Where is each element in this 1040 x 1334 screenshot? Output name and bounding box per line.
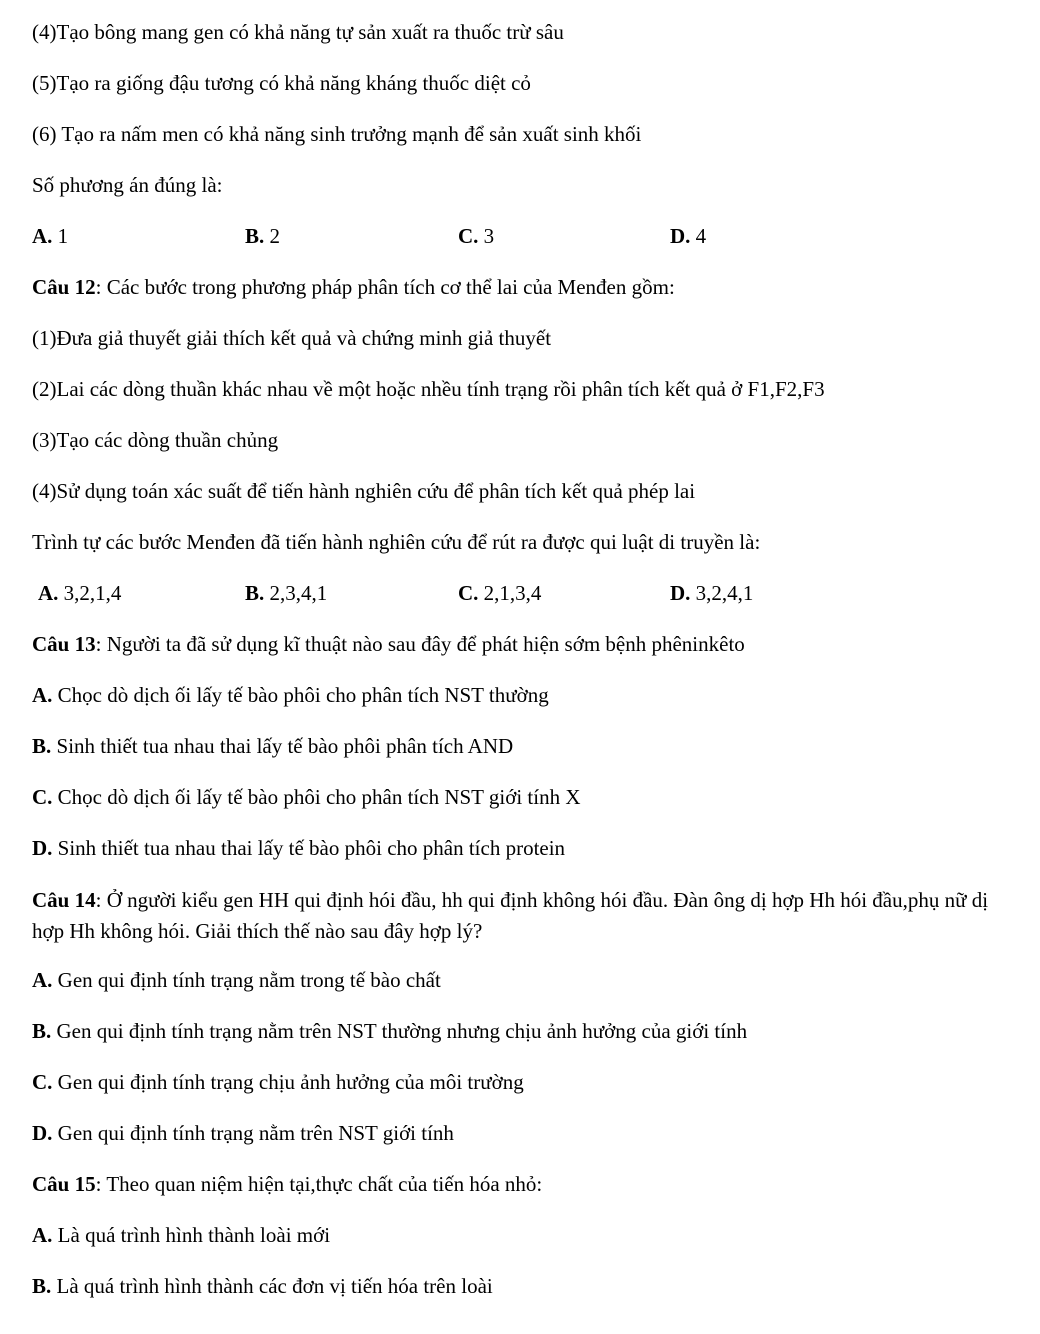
option-letter: B. xyxy=(32,1019,52,1043)
option-letter: C. xyxy=(32,1070,53,1094)
option-letter: B. xyxy=(32,1274,52,1298)
option-letter: A. xyxy=(32,224,53,248)
q15-label: Câu 15 xyxy=(32,1172,96,1196)
q11-prompt: Số phương án đúng là: xyxy=(32,173,223,197)
option-text: Chọc dò dịch ối lấy tế bào phôi cho phân tích NST giới tính X xyxy=(52,785,581,809)
option-text: 2 xyxy=(264,224,281,248)
option-letter: A. xyxy=(32,1223,53,1247)
q12-question xyxy=(32,277,675,298)
q12-option-b xyxy=(245,583,327,604)
option-text: 2,3,4,1 xyxy=(264,581,328,605)
q11-option-a xyxy=(32,226,68,247)
option-text: Sinh thiết tua nhau thai lấy tế bào phôi phân tích AND xyxy=(51,734,514,758)
option-letter: D. xyxy=(670,581,691,605)
q12-option-c xyxy=(458,583,541,604)
option-letter: D. xyxy=(32,1121,53,1145)
option-letter: A. xyxy=(32,968,53,992)
q11-statement-4: (4)Tạo bông mang gen có khả năng tự sản xuất ra thuốc trừ sâu xyxy=(32,20,564,44)
option-letter: C. xyxy=(458,224,479,248)
q12-prompt: Trình tự các bước Menđen đã tiến hành nghiên cứu để rút ra được qui luật di truyền là: xyxy=(32,530,761,554)
q14-option-c xyxy=(32,1072,524,1093)
q12-options xyxy=(0,583,1040,609)
option-text: Gen qui định tính trạng nằm trong tế bào chất xyxy=(52,968,441,992)
q11-statement-5: (5)Tạo ra giống đậu tương có khả năng kháng thuốc diệt cỏ xyxy=(32,71,531,95)
option-text: Là quá trình hình thành loài mới xyxy=(52,1223,331,1247)
q12-statement-2: (2)Lai các dòng thuần khác nhau về một hoặc nhều tính trạng rồi phân tích kết quả ở F1,F2,F3 xyxy=(32,377,825,401)
q12-option-a xyxy=(38,583,121,604)
q13-question xyxy=(32,634,745,655)
option-text: Gen qui định tính trạng nằm trên NST giới tính xyxy=(52,1121,454,1145)
q12-label: Câu 12 xyxy=(32,275,96,299)
q11-option-c xyxy=(458,226,494,247)
option-letter: D. xyxy=(32,836,53,860)
q11-statement-6: (6) Tạo ra nấm men có khả năng sinh trưởng mạnh để sản xuất sinh khối xyxy=(32,122,642,146)
option-text: Là quá trình hình thành các đơn vị tiến hóa trên loài xyxy=(51,1274,493,1298)
q13-option-d xyxy=(32,838,565,859)
option-letter: C. xyxy=(32,785,53,809)
q14-option-d xyxy=(32,1123,454,1144)
q11-option-d xyxy=(670,226,706,247)
option-letter: B. xyxy=(32,734,52,758)
q12-statement-1: (1)Đưa giả thuyết giải thích kết quả và chứng minh giả thuyết xyxy=(32,326,552,350)
option-letter: B. xyxy=(245,581,265,605)
q11-options xyxy=(0,226,1040,252)
option-text: Sinh thiết tua nhau thai lấy tế bào phôi cho phân tích protein xyxy=(52,836,566,860)
q14-option-a xyxy=(32,970,441,991)
option-text: Gen qui định tính trạng chịu ảnh hưởng của môi trường xyxy=(52,1070,524,1094)
option-text: Gen qui định tính trạng nằm trên NST thường nhưng chịu ảnh hưởng của giới tính xyxy=(51,1019,748,1043)
option-text: 2,1,3,4 xyxy=(478,581,542,605)
q14-question xyxy=(32,885,1007,947)
q15-question xyxy=(32,1174,542,1195)
option-text: 3,2,4,1 xyxy=(690,581,754,605)
q13-option-b xyxy=(32,736,513,757)
option-text: 3 xyxy=(478,224,495,248)
q14-option-b xyxy=(32,1021,747,1042)
option-letter: A. xyxy=(38,581,59,605)
q13-label: Câu 13 xyxy=(32,632,96,656)
option-letter: D. xyxy=(670,224,691,248)
option-letter: B. xyxy=(245,224,265,248)
q12-text: : Các bước trong phương pháp phân tích cơ thể lai của Menđen gồm: xyxy=(95,275,675,299)
option-letter: C. xyxy=(458,581,479,605)
q12-statement-3: (3)Tạo các dòng thuần chủng xyxy=(32,428,279,452)
q15-text: : Theo quan niệm hiện tại,thực chất của tiến hóa nhỏ: xyxy=(95,1172,543,1196)
option-text: 3,2,1,4 xyxy=(58,581,122,605)
q13-option-a xyxy=(32,685,549,706)
q14-label: Câu 14 xyxy=(32,888,96,912)
option-text: 1 xyxy=(52,224,69,248)
option-letter: A. xyxy=(32,683,53,707)
q12-option-d xyxy=(670,583,753,604)
option-text: Chọc dò dịch ối lấy tế bào phôi cho phân tích NST thường xyxy=(52,683,549,707)
q15-option-b xyxy=(32,1276,493,1297)
q13-option-c xyxy=(32,787,581,808)
q14-text: : Ở người kiểu gen HH qui định hói đầu, hh qui định không hói đầu. Đàn ông dị hợp Hh hói đầu,phụ nữ dị hợp Hh không hói. Giải thích thế nào sau đây hợp lý? xyxy=(32,888,989,943)
q11-option-b xyxy=(245,226,280,247)
option-text: 4 xyxy=(690,224,707,248)
q12-statement-4: (4)Sử dụng toán xác suất để tiến hành nghiên cứu để phân tích kết quả phép lai xyxy=(32,479,696,503)
q15-option-a xyxy=(32,1225,330,1246)
q13-text: : Người ta đã sử dụng kĩ thuật nào sau đây để phát hiện sớm bệnh phêninkêto xyxy=(95,632,745,656)
